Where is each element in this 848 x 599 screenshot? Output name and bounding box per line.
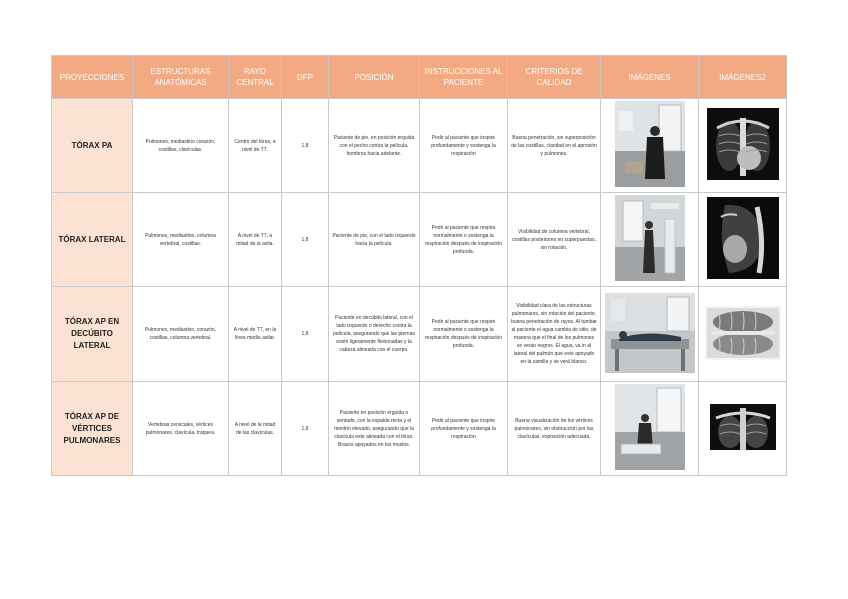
central-ray-cell: Centro del tórax, a nivel de T7. (229, 99, 282, 193)
chest-xray-pa (707, 108, 779, 180)
instructions-cell: Pedir al paciente que inspire profundamente y sostenga la respiración (420, 99, 508, 193)
quality-cell: Buena visualización de los vértices pulmonares, sin obstrucción por las clavículas, exposición adecuada. (508, 382, 601, 476)
instructions-cell: Pedir al paciente que respire normalmente o sostenga la respiración después de inspiración profunda. (420, 287, 508, 382)
projection-name: TÓRAX AP EN DECÚBITO LATERAL (52, 287, 133, 382)
dfp-cell: 1,8 (282, 382, 329, 476)
structures-cell: Pulmones, mediastino, columna vertebral, costillas. (133, 193, 229, 287)
quality-cell: Visibilidad de columna vertebral, costillas posteriores no superpuestas, sin rotación. (508, 193, 601, 287)
dfp-cell: 1,8 (282, 99, 329, 193)
quality-cell: Visibilidad clara de las estructuras pulmonares, sin rotación del paciente, buena penetración de rayos. Al tumbar al paciente el agua cambia de sitio, de manera que el final de los pulmones se verán negros. El agua, va in al lateral del pulmón que este apoyado en la camilla y se verá blanco. (508, 287, 601, 382)
chest-xray-apical (710, 404, 776, 450)
quality-cell: Buena penetración, sin superposición de las costillas, claridad en el aproxión y pulmones. (508, 99, 601, 193)
table-row (52, 193, 787, 287)
structures-cell: Vertebras cervicales, vértices pulmonares, clavícula, traquea. (133, 382, 229, 476)
instructions-cell: Pedir al paciente que inspire profundamente y sostenga la respiración (420, 382, 508, 476)
position-cell: Paciente de pie, con el lado izquierdo hacia la película. (329, 193, 420, 287)
header-dfp: DFP (282, 56, 329, 99)
central-ray-cell: A nivel de T7, en la línea media axilar. (229, 287, 282, 382)
header-posicion: POSICIÓN (329, 56, 420, 99)
instructions-cell: Pedir al paciente que respira normalmente o sostenga la respiración después de inspiración profunda. (420, 193, 508, 287)
projection-name: TÓRAX AP DE VÉRTICES PULMONARES (52, 382, 133, 476)
dfp-cell: 1,8 (282, 287, 329, 382)
patient-decubitus-photo (605, 293, 695, 373)
structures-cell: Pulmones, mediastino, corazón, costillas, columna vertebral. (133, 287, 229, 382)
central-ray-cell: A nivel de la mitad de las clavículas. (229, 382, 282, 476)
header-instrucciones: INSTRUCCIONES AL PACIENTE (420, 56, 508, 99)
header-estructuras: ESTRUCTURAS ANATÓMICAS (133, 56, 229, 99)
patient-lateral-photo (615, 195, 685, 281)
structures-cell: Pulmones, mediastino corazón, costillas, clavículas. (133, 99, 229, 193)
header-imagenes2: IMÁGENES2 (699, 56, 787, 99)
header-imagenes: IMÁGENES (601, 56, 699, 99)
table-row (52, 287, 787, 382)
chest-xray-decubitus (705, 302, 781, 364)
chest-xray-lateral (707, 197, 779, 279)
radiography-table (51, 55, 787, 476)
position-cell: Paciente en posición erguida o sentado, con la espalda recta y el mentón elevado, asegurando que la clavícula este alineada con el tórax. Brazos apoyados en los muslos. (329, 382, 420, 476)
patient-standing-photo (615, 101, 685, 187)
position-cell: Paciente en decúbito lateral, con el lado izquierdo o derecho contra la película, asegurando que las piernas estén ligeramente flexionadas y la cabeza alineada con el cuerpo. (329, 287, 420, 382)
table-row (52, 382, 787, 476)
table-row (52, 99, 787, 193)
patient-apical-photo (615, 384, 685, 470)
header-rayo-central: RAYO CENTRAL (229, 56, 282, 99)
projection-name: TÓRAX PA (52, 99, 133, 193)
projection-name: TÓRAX LATERAL (52, 193, 133, 287)
dfp-cell: 1,8 (282, 193, 329, 287)
header-row (52, 56, 787, 99)
header-criterios: CRITERIOS DE CALIDAD (508, 56, 601, 99)
position-cell: Paciente de pie, en posición erguida con el pecho contra la película, hombros hacia adelante. (329, 99, 420, 193)
header-proyecciones: PROYECCIONES (52, 56, 133, 99)
central-ray-cell: A nivel de T7, a mitad de la axila. (229, 193, 282, 287)
